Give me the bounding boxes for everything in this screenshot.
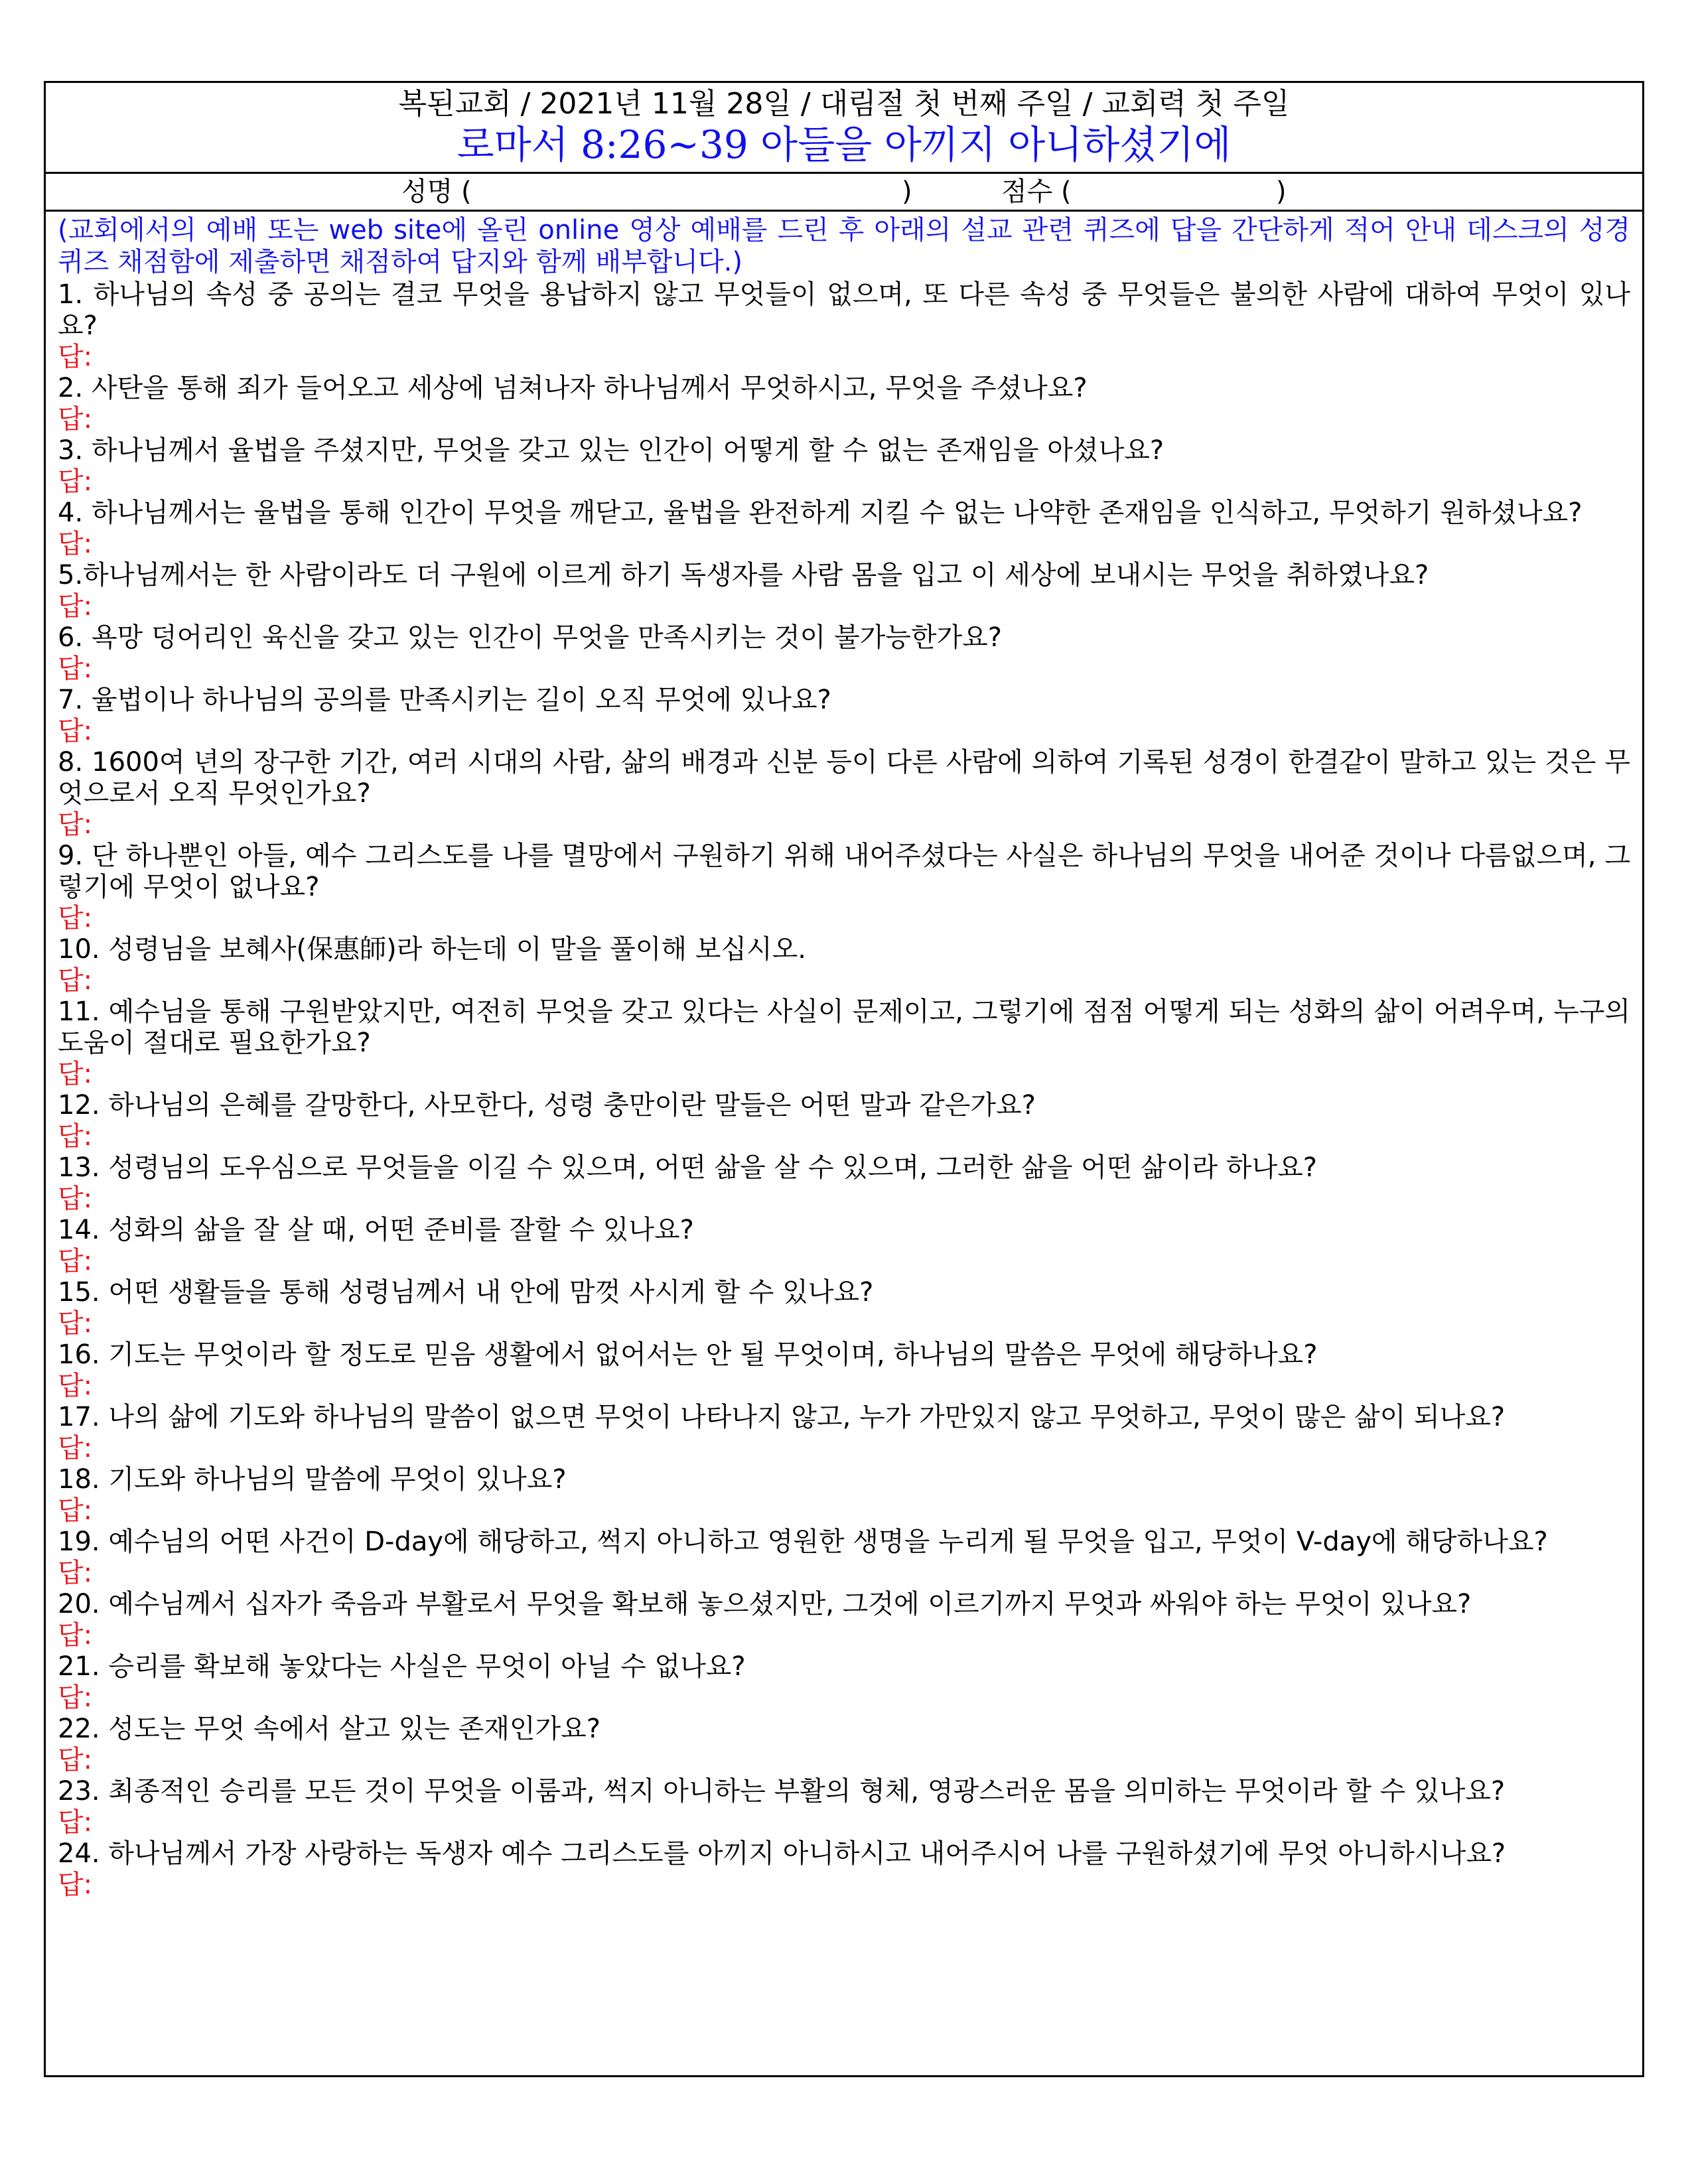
answer-label: 답: [58,342,93,372]
question-13: 13. 성령님의 도우심으로 무엇들을 이길 수 있으며, 어떤 삶을 살 수 있으며, 그러한 삶을 어떤 삶이라 하나요? [58,1152,1317,1183]
sermon-title: 로마서 8:26~39 아들을 아끼지 아니하셨기에 [457,122,1232,167]
question-2: 2. 사탄을 통해 죄가 들어오고 세상에 넘쳐나자 하나님께서 무엇하시고, 무엇을 주셨나요? [58,373,1088,403]
answer-label: 답: [58,466,93,497]
answer-label: 답: [58,404,93,435]
answer-label: 답: [58,965,93,996]
question-11: 11. 예수님을 통해 구원받았지만, 여전히 무엇을 갖고 있다는 사실이 문제이고, 그렇기에 점점 어떻게 되는 성화의 삶이 어려우며, 누구의 도움이 절대로 필요한가요? [58,996,1630,1058]
question-20: 20. 예수님께서 십자가 죽음과 부활로서 무엇을 확보해 놓으셨지만, 그것에 이르기까지 무엇과 싸워야 하는 무엇이 있나요? [58,1589,1472,1619]
answer-label: 답: [58,1620,93,1651]
question-12: 12. 하나님의 은혜를 갈망한다, 사모한다, 성령 충만이란 말들은 어떤 말과 같은가요? [58,1090,1036,1121]
sheet-header [46,83,1642,174]
answer-label: 답: [58,529,93,559]
answer-label: 답: [58,716,93,746]
question-24: 24. 하나님께서 가장 사랑하는 독생자 예수 그리스도를 아끼지 아니하시고 내어주시어 나를 구원하셨기에 무엇 아니하시나요? [58,1838,1506,1869]
answer-label: 답: [58,591,93,622]
question-1: 1. 하나님의 속성 중 공의는 결코 무엇을 용납하지 않고 무엇들이 없으며, 또 다른 속성 중 무엇들은 불의한 사람에 대하여 무엇이 있나요? [58,279,1630,341]
quiz-sheet [44,81,1644,2077]
score-close: ) [1276,176,1287,207]
answer-label: 답: [58,809,93,840]
answer-label: 답: [58,1870,93,1900]
question-8: 8. 1600여 년의 장구한 기간, 여러 시대의 사람, 삶의 배경과 신분 등이 다른 사람에 의하여 기록된 성경이 한결같이 말하고 있는 것은 무엇으로서 오직 무엇인가요? [58,747,1630,809]
question-14: 14. 성화의 삶을 잘 살 때, 어떤 준비를 잘할 수 있나요? [58,1215,694,1245]
question-6: 6. 욕망 덩어리인 육신을 갖고 있는 인간이 무엇을 만족시키는 것이 불가능한가요? [58,622,1003,653]
instructions-notice: (교회에서의 예배 또는 web site에 올린 online 영상 예배를 드린 후 아래의 설교 관련 퀴즈에 답을 간단하게 적어 안내 데스크의 성경 퀴즈 채점함에 제출하면 채점하여 답지와 함께 배부합니다.) [58,215,1630,277]
answer-label: 답: [58,1184,93,1214]
question-4: 4. 하나님께서는 율법을 통해 인간이 무엇을 깨닫고, 율법을 완전하게 지킬 수 없는 나약한 존재임을 인식하고, 무엇하기 원하셨나요? [58,498,1583,528]
answer-label: 답: [58,903,93,933]
answer-label: 답: [58,653,93,684]
question-16: 16. 기도는 무엇이라 할 정도로 믿음 생활에서 없어서는 안 될 무엇이며, 하나님의 말씀은 무엇에 해당하나요? [58,1339,1318,1370]
answer-label: 답: [58,1121,93,1152]
question-15: 15. 어떤 생활들을 통해 성령님께서 내 안에 맘껏 사시게 할 수 있나요? [58,1277,874,1308]
question-5: 5.하나님께서는 한 사람이라도 더 구원에 이르게 하기 독생자를 사람 몸을 입고 이 세상에 보내시는 무엇을 취하였나요? [58,560,1429,590]
score-label: 점수 ( [1001,176,1072,207]
answer-label: 답: [58,1807,93,1838]
quiz-content [46,212,1642,1901]
answer-label: 답: [58,1308,93,1339]
answer-label: 답: [58,1745,93,1775]
question-7: 7. 율법이나 하나님의 공의를 만족시키는 길이 오직 무엇에 있나요? [58,685,831,715]
question-23: 23. 최종적인 승리를 모든 것이 무엇을 이룸과, 썩지 아니하는 부활의 형체, 영광스러운 몸을 의미하는 무엇이라 할 수 있나요? [58,1776,1506,1807]
question-3: 3. 하나님께서 율법을 주셨지만, 무엇을 갖고 있는 인간이 어떻게 할 수 없는 존재임을 아셨나요? [58,435,1164,466]
question-9: 9. 단 하나뿐인 아들, 예수 그리스도를 나를 멸망에서 구원하기 위해 내어주셨다는 사실은 하나님의 무엇을 내어준 것이나 다름없으며, 그렇기에 무엇이 없나요? [58,841,1630,902]
question-list [58,279,1630,1901]
question-22: 22. 성도는 무엇 속에서 살고 있는 존재인가요? [58,1714,601,1744]
church-date-line: 복된교회 / 2021년 11월 28일 / 대림절 첫 번째 주일 / 교회력 첫 주일 [398,87,1290,121]
answer-label: 답: [58,1433,93,1464]
question-19: 19. 예수님의 어떤 사건이 D-day에 해당하고, 썩지 아니하고 영원한 생명을 누리게 될 무엇을 입고, 무엇이 V-day에 해당하나요? [58,1527,1548,1557]
question-18: 18. 기도와 하나님의 말씀에 무엇이 있나요? [58,1464,567,1495]
answer-label: 답: [58,1495,93,1526]
question-10: 10. 성령님을 보혜사(保惠師)라 하는데 이 말을 풀이해 보십시오. [58,934,806,965]
answer-label: 답: [58,1059,93,1089]
name-score-row [46,174,1642,212]
answer-label: 답: [58,1246,93,1276]
question-17: 17. 나의 삶에 기도와 하나님의 말씀이 없으면 무엇이 나타나지 않고, 누가 가만있지 않고 무엇하고, 무엇이 많은 삶이 되나요? [58,1402,1506,1432]
answer-label: 답: [58,1682,93,1713]
name-label: 성명 ( [401,176,472,207]
name-close: ) [902,176,912,207]
answer-label: 답: [58,1558,93,1588]
question-21: 21. 승리를 확보해 놓았다는 사실은 무엇이 아닐 수 없나요? [58,1651,746,1682]
answer-label: 답: [58,1371,93,1401]
